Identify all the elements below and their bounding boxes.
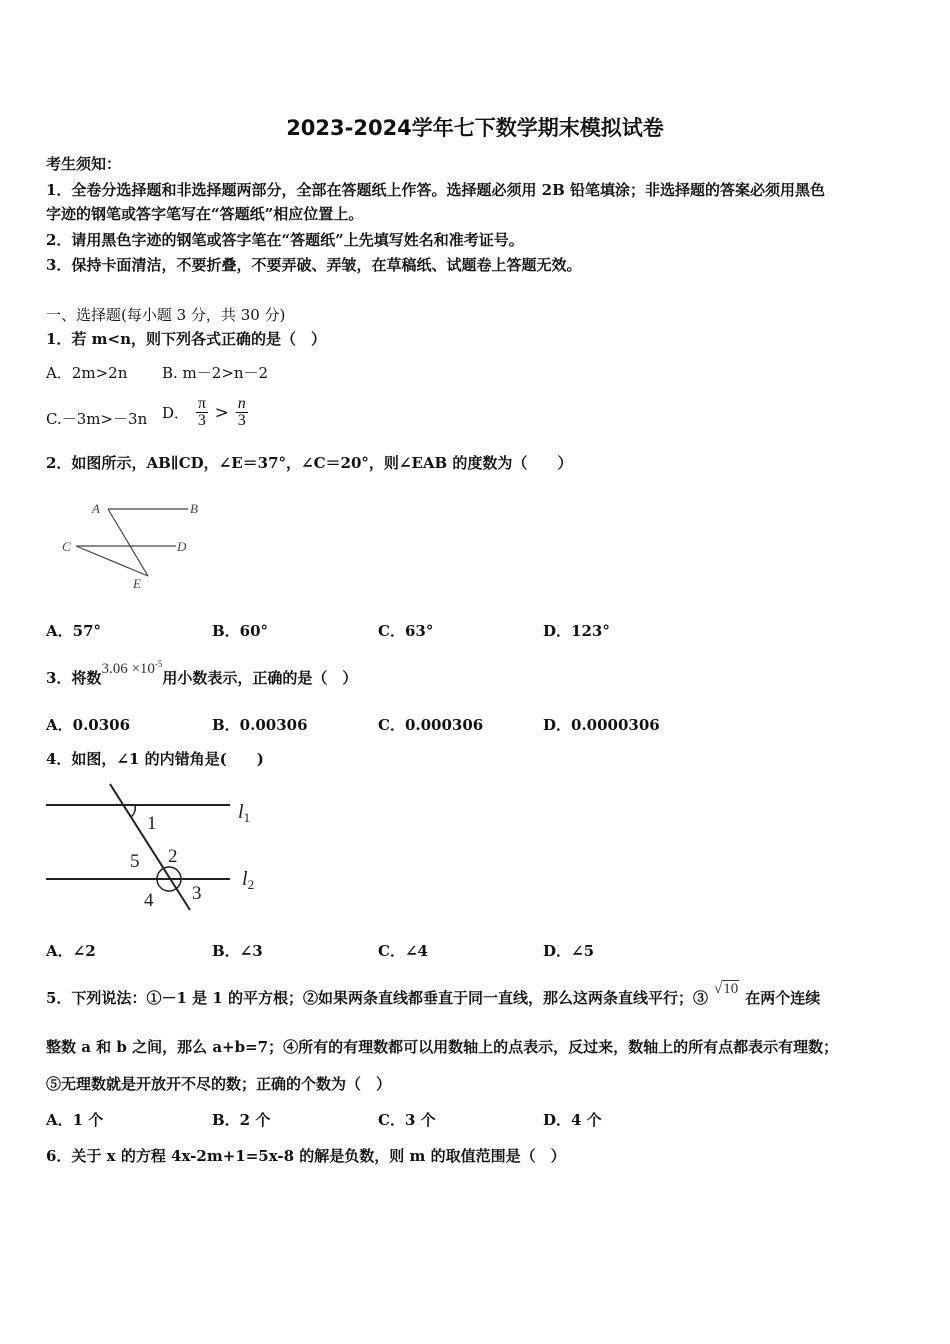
q6-stem: 6．关于 x 的方程 4x-2m+1=5x-8 的解是负数，则 m 的取值范围是（ ） xyxy=(46,1147,566,1165)
frac-numerator: π xyxy=(197,395,206,412)
frac-numerator: n xyxy=(237,395,246,412)
q5-stem-pre: 5．下列说法：①－1 是 1 的平方根；②如果两条直线都垂直于同一直线，那么这两条直线平行；③ xyxy=(46,989,708,1007)
label-l2 xyxy=(242,868,254,892)
q1-option-b: B. m－2>n－2 xyxy=(162,364,269,382)
q2-option-d: D．123° xyxy=(543,622,610,640)
q3-option-a: A．0.0306 xyxy=(46,716,131,734)
angle-label-1: 1 xyxy=(147,813,157,834)
q1-option-a: A．2m>2n xyxy=(46,364,128,382)
frac-denominator: 3 xyxy=(237,412,246,429)
greater-than: > xyxy=(214,402,229,423)
sqrt-radicand: 10 xyxy=(723,981,739,997)
q1-stem: 1．若 m<n，则下列各式正确的是（ ） xyxy=(46,330,327,348)
section-heading: 一、选择题(每小题 3 分，共 30 分) xyxy=(46,306,286,324)
fraction-pi-over-3 xyxy=(196,396,208,429)
q4-option-a: A．∠2 xyxy=(46,942,96,960)
notice-line-3: 3．保持卡面清洁，不要折叠，不要弄破、弄皱，在草稿纸、试题卷上答题无效。 xyxy=(46,256,582,274)
notice-line-1b: 字迹的钢笔或答字笔写在“答题纸”相应位置上。 xyxy=(46,205,364,223)
fraction-n-over-3 xyxy=(236,396,248,429)
q1-option-c: C.－3m>－3n xyxy=(46,410,148,428)
q2-option-c: C．63° xyxy=(378,622,434,640)
q2-option-a: A．57° xyxy=(46,622,102,640)
q5-stem-line-2: 整数 a 和 b 之间，那么 a+b=7；④所有的有理数都可以用数轴上的点表示，反过来，数轴上的所有点都表示有理数； xyxy=(46,1038,839,1056)
sci-notation xyxy=(101,661,162,677)
label-D: D xyxy=(177,539,187,554)
line-ae xyxy=(108,509,148,576)
label-C: C xyxy=(62,539,71,554)
q5-stem-line-1 xyxy=(46,981,821,1008)
q4-option-b: B．∠3 xyxy=(212,942,263,960)
q2-stem: 2．如图所示，AB∥CD，∠E＝37°，∠C＝20°，则∠EAB 的度数为（ ） xyxy=(46,454,573,472)
label-l2-subscript: 2 xyxy=(247,877,255,892)
q3-option-d: D．0.0000306 xyxy=(543,716,660,734)
sci-exponent: -5 xyxy=(154,659,163,669)
q2-option-b: B．60° xyxy=(212,622,269,640)
q1-option-d xyxy=(162,396,250,429)
label-E: E xyxy=(133,576,141,591)
q3-stem xyxy=(46,659,358,688)
q3-option-c: C．0.000306 xyxy=(378,716,484,734)
notice-line-2: 2．请用黑色字迹的钢笔或答字笔在“答题纸”上先填写姓名和准考证号。 xyxy=(46,231,524,249)
q5-stem-post: 在两个连续 xyxy=(745,989,821,1007)
label-l1-subscript: 1 xyxy=(243,810,251,825)
q5-option-d: D．4 个 xyxy=(543,1111,602,1129)
page-title: 2023-2024学年七下数学期末模拟试卷 xyxy=(286,116,664,140)
q5-option-c: C．3 个 xyxy=(378,1111,436,1129)
label-l2-letter: l xyxy=(242,868,248,890)
q4-option-c: C．∠4 xyxy=(378,942,428,960)
q5-stem-line-3: ⑤无理数就是开放开不尽的数；正确的个数为（ ） xyxy=(46,1075,392,1093)
q1-option-d-label: D． xyxy=(162,404,190,422)
angle-label-3: 3 xyxy=(192,883,202,904)
label-A: A xyxy=(92,501,100,516)
frac-denominator: 3 xyxy=(197,412,206,429)
q5-option-b: B．2 个 xyxy=(212,1111,271,1129)
notice-heading: 考生须知： xyxy=(46,155,122,173)
label-B: B xyxy=(190,501,198,516)
q3-stem-pre: 3．将数 xyxy=(46,669,102,687)
q3-stem-post: 用小数表示，正确的是（ ） xyxy=(162,669,358,687)
parallel-lines-figure xyxy=(56,496,216,592)
q5-option-a: A．1 个 xyxy=(46,1111,104,1129)
angle-1-arc xyxy=(131,805,135,817)
line-ce xyxy=(76,546,148,576)
q4-option-d: D．∠5 xyxy=(543,942,595,960)
label-l1 xyxy=(238,801,250,825)
angle-label-2: 2 xyxy=(168,846,178,867)
label-l1-letter: l xyxy=(238,801,244,823)
q3-option-b: B．0.00306 xyxy=(212,716,308,734)
q4-stem: 4．如图，∠1 的内错角是( ) xyxy=(46,750,264,768)
transversal-figure xyxy=(44,782,274,912)
angle-label-5: 5 xyxy=(130,851,140,872)
sci-base: 3.06 ×10 xyxy=(101,661,155,677)
angle-label-4: 4 xyxy=(144,890,154,911)
notice-line-1: 1．全卷分选择题和非选择题两部分，全部在答题纸上作答。选择题必须用 2B 铅笔填涂；非选择题的答案必须用黑色 xyxy=(46,181,826,199)
sqrt-expression: √10 xyxy=(713,981,739,997)
